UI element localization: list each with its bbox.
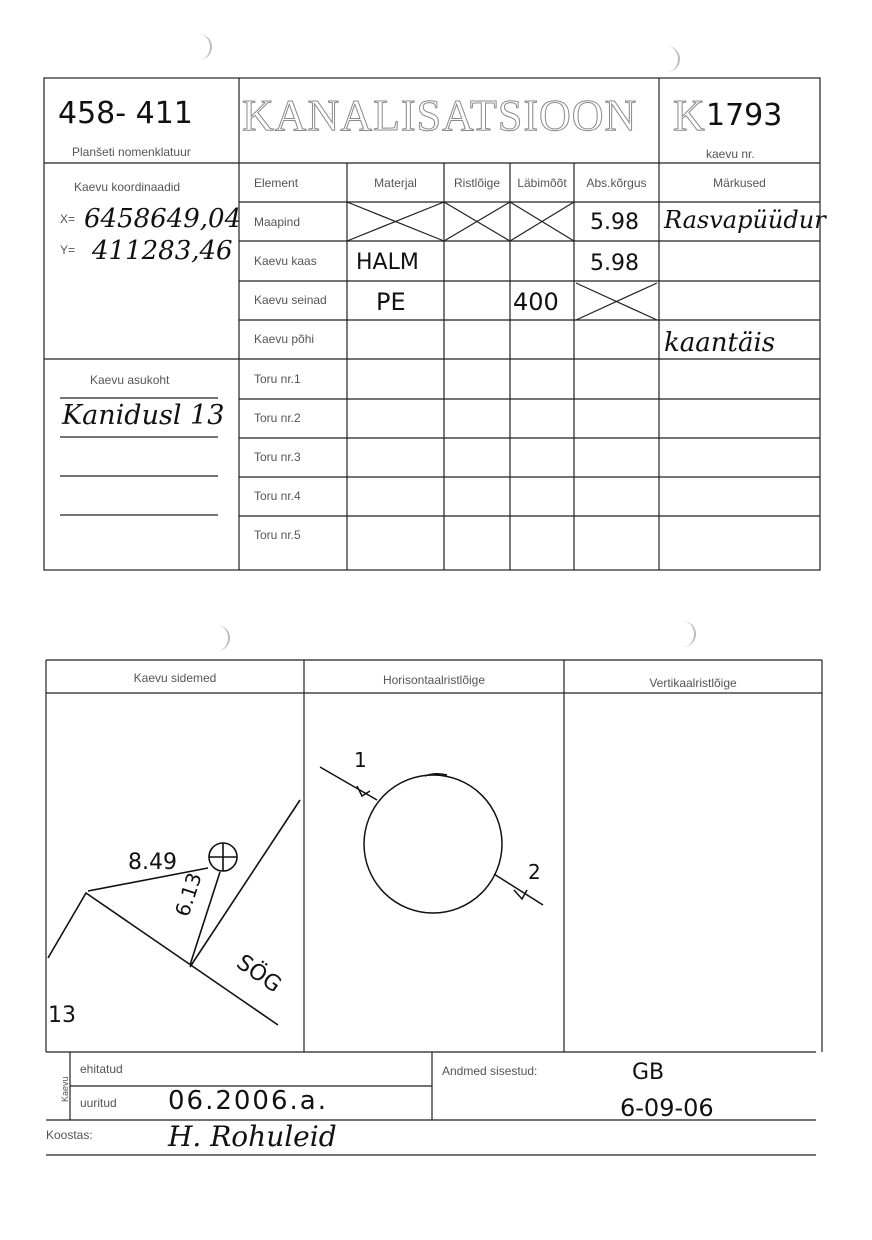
data-entered-date: 6-09-06 — [620, 1094, 714, 1122]
y-coordinate-label: Y= — [60, 243, 76, 257]
table-row-element: Kaevu kaas — [254, 254, 317, 268]
column-header-material: Materjal — [374, 176, 417, 190]
x-coordinate-value: 6458649,04 — [84, 204, 242, 234]
column-header-diameter: Läbimõõt — [517, 176, 567, 190]
well-prefix: K — [673, 91, 706, 140]
table-cell-notes: kaantäis — [664, 328, 776, 358]
table-row-element: Maapind — [254, 215, 301, 229]
well-number: 1793 — [706, 98, 783, 133]
vertical-section-heading: Vertikaalristlõige — [649, 676, 737, 690]
tie-distance-1: 8.49 — [128, 850, 177, 875]
data-entered-by: GB — [632, 1060, 665, 1085]
well-side-label: Kaevu — [60, 1076, 70, 1102]
pipe-1-label: 1 — [354, 748, 367, 772]
table-row-element: Toru nr.3 — [254, 450, 301, 464]
table-cell-height: 5.98 — [590, 210, 639, 235]
column-header-cross-section: Ristlõige — [453, 176, 501, 190]
well-ties-heading: Kaevu sidemed — [133, 671, 217, 685]
table-row-element: Toru nr.2 — [254, 411, 301, 425]
sheet-code-label: Planšeti nomenklatuur — [72, 145, 191, 159]
y-coordinate-value: 411283,46 — [92, 236, 233, 266]
location-value: Kanidusl 13 — [62, 400, 225, 431]
pipe-1-line — [320, 767, 377, 800]
surveyed-label: uuritud — [80, 1096, 117, 1110]
table-cell-height: 5.98 — [590, 251, 639, 276]
tie-distance-2: 6.13 — [170, 869, 207, 920]
x-coordinate-label: X= — [60, 212, 76, 226]
building-label: SÖG — [231, 950, 286, 999]
page-title: KANALISATSIOON — [242, 91, 638, 140]
surveyed-value: 06.2006.a. — [168, 1086, 328, 1116]
table-cell-notes: Rasvapüüdur — [664, 206, 826, 234]
table-cell-diameter: 400 — [513, 288, 559, 316]
well-circle — [364, 775, 502, 913]
table-cell-material: HALM — [356, 250, 419, 275]
column-header-element: Element — [254, 176, 299, 190]
column-header-notes: Märkused — [713, 176, 766, 190]
table-row-element: Kaevu seinad — [254, 293, 327, 307]
table-row-element: Toru nr.1 — [254, 372, 301, 386]
table-row-element: Toru nr.4 — [254, 489, 301, 503]
pipe-2-label: 2 — [528, 860, 541, 884]
author-label: Koostas: — [46, 1128, 93, 1142]
horizontal-section-heading: Horisontaalristlõige — [382, 673, 486, 687]
table-row-element: Kaevu põhi — [254, 332, 315, 346]
column-header-abs-height: Abs.kõrgus — [586, 176, 647, 190]
sheet-code: 458- 411 — [58, 96, 193, 131]
coordinates-label: Kaevu koordinaadid — [74, 180, 181, 194]
data-entered-label: Andmed sisestud: — [442, 1064, 538, 1078]
table-row-element: Toru nr.5 — [254, 528, 301, 542]
well-number-label: kaevu nr. — [706, 147, 755, 161]
table-cell-material: PE — [376, 288, 406, 316]
location-label: Kaevu asukoht — [90, 373, 170, 387]
built-label: ehitatud — [80, 1062, 123, 1076]
corner-label: 13 — [48, 1003, 76, 1028]
author-value: H. Rohuleid — [168, 1120, 337, 1153]
